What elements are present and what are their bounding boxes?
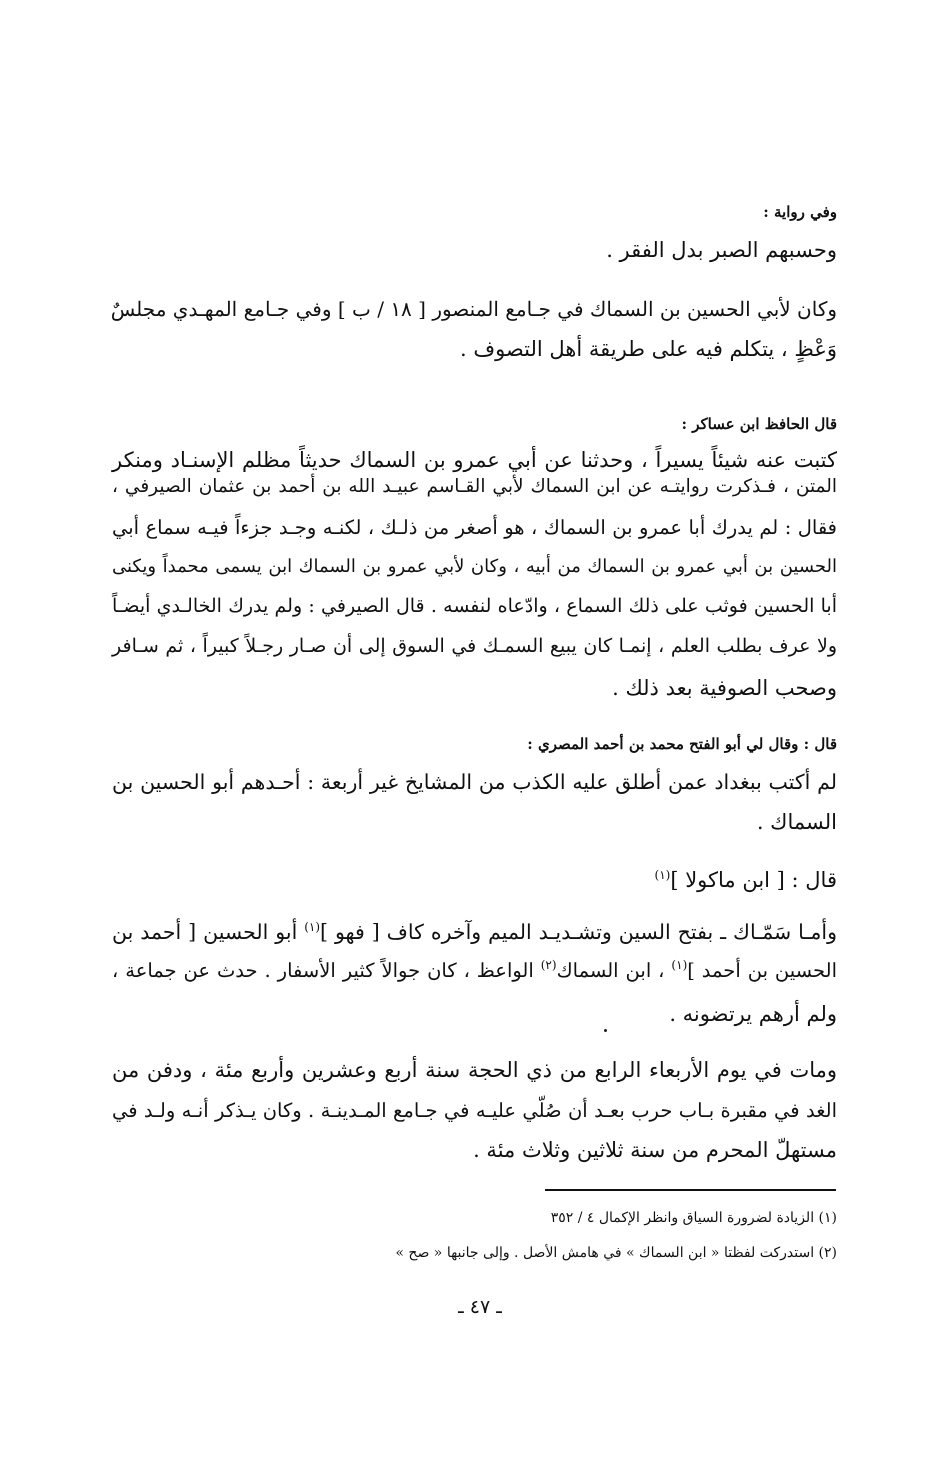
heading-text: قال : [ ابن ماكولا ] xyxy=(670,868,837,892)
footnote-ref: (١) xyxy=(304,920,321,934)
paragraph-line: المتن ، فـذكرت روايتـه عن ابن السماك لأبي القـاسم عبيـد الله بن أحمد بن عثمان الصيرفي ، xyxy=(112,476,837,497)
heading-riwaya: وفي رواية : xyxy=(763,203,837,221)
paragraph-line: الغد في مقبرة بـاب حرب بعـد أن صُلّي عليـه في جـامع المـدينـة . وكان يـذكر أنـه ولـد في xyxy=(112,1099,837,1122)
footnote-ref: (٢) xyxy=(540,958,557,972)
heading-ibn-asakir: قال الحافظ ابن عساكر : xyxy=(681,415,837,433)
page-number: ـ ٤٧ ـ xyxy=(458,1296,502,1318)
footnote-ref: (١) xyxy=(671,958,688,972)
footnote-separator xyxy=(545,1189,836,1191)
paragraph-line: كتبت عنه شيئاً يسيراً ، وحدثنا عن أبي عمرو بن السماك حديثاً مظلم الإسنـاد ومنكر xyxy=(112,448,837,472)
footnote-ref: (١) xyxy=(654,868,671,882)
paragraph-line: ومات في يوم الأربعاء الرابع من ذي الحجة سنة أربع وعشرين وأربع مئة ، ودفن من xyxy=(112,1058,837,1082)
paragraph-line: وكان لأبي الحسين بن السماك في جـامع المنصور [ ١٨ / ب ] وفي جـامع المهـدي مجلسٌ xyxy=(110,297,837,321)
text-run: أبو الحسين [ أحمد بن xyxy=(112,920,305,944)
paragraph-line: فقال : لم يدرك أبا عمرو بن السماك ، هو أصغر من ذلـك ، لكنـه وجـد جزءاً فيـه سماع أبي xyxy=(112,516,837,539)
verse-line: وحسبهم الصبر بدل الفقر . xyxy=(606,238,837,262)
stray-mark xyxy=(604,1029,607,1032)
paragraph-line: وصحب الصوفية بعد ذلك . xyxy=(612,676,837,700)
paragraph-line: لم أكتب ببغداد عمن أطلق عليه الكذب من المشايخ غير أربعة : أحـدهم أبو الحسين بن xyxy=(112,770,837,794)
paragraph-line: أبا الحسين فوثب على ذلك السماع ، وادّعاه لنفسه . قال الصيرفي : ولم يدرك الخالـدي أيضـاً xyxy=(112,595,837,617)
text-run: وأمـا سَمّـاك ـ بفتح السين وتشـديـد الميم وآخره كاف [ فهو ] xyxy=(320,920,837,944)
paragraph-line: ولا عرف بطلب العلم ، إنمـا كان يبيع السمـك في السوق إلى أن صـار رجـلاً كبيراً ، ثم سـافر xyxy=(112,635,837,657)
text-run: ، ابن السماك xyxy=(556,959,672,982)
footnote-2: (٢) استدركت لفظتا « ابن السماك » في هامش الأصل . وإلى جانبها « صح » xyxy=(395,1245,837,1261)
paragraph-line: وَعْظٍ ، يتكلم فيه على طريقة أهل التصوف . xyxy=(459,337,837,361)
paragraph-line xyxy=(112,957,837,985)
paragraph-line xyxy=(112,918,837,946)
heading-abu-al-fath: قال : وقال لي أبو الفتح محمد بن أحمد المصري : xyxy=(527,735,837,753)
footnote-1: (١) الزيادة لضرورة السياق وانظر الإكمال ٤ / ٣٥٢ xyxy=(550,1210,837,1226)
text-run: الواعظ ، كان جوالاً كثير الأسفار . حدث عن جماعة ، xyxy=(112,959,541,982)
paragraph-line: ولم أرهم يرتضونه . xyxy=(669,1002,837,1026)
paragraph-line: الحسين بن أبي عمرو بن السماك من أبيه ، وكان لأبي عمرو بن السماك ابن يسمى محمداً ويكنى xyxy=(112,556,837,577)
text-run: الحسين بن أحمد ] xyxy=(687,959,838,982)
heading-ibn-makula xyxy=(655,866,838,894)
paragraph-line: مستهلّ المحرم من سنة ثلاثين وثلاث مئة . xyxy=(473,1138,837,1162)
paragraph-line: السماك . xyxy=(756,810,837,834)
